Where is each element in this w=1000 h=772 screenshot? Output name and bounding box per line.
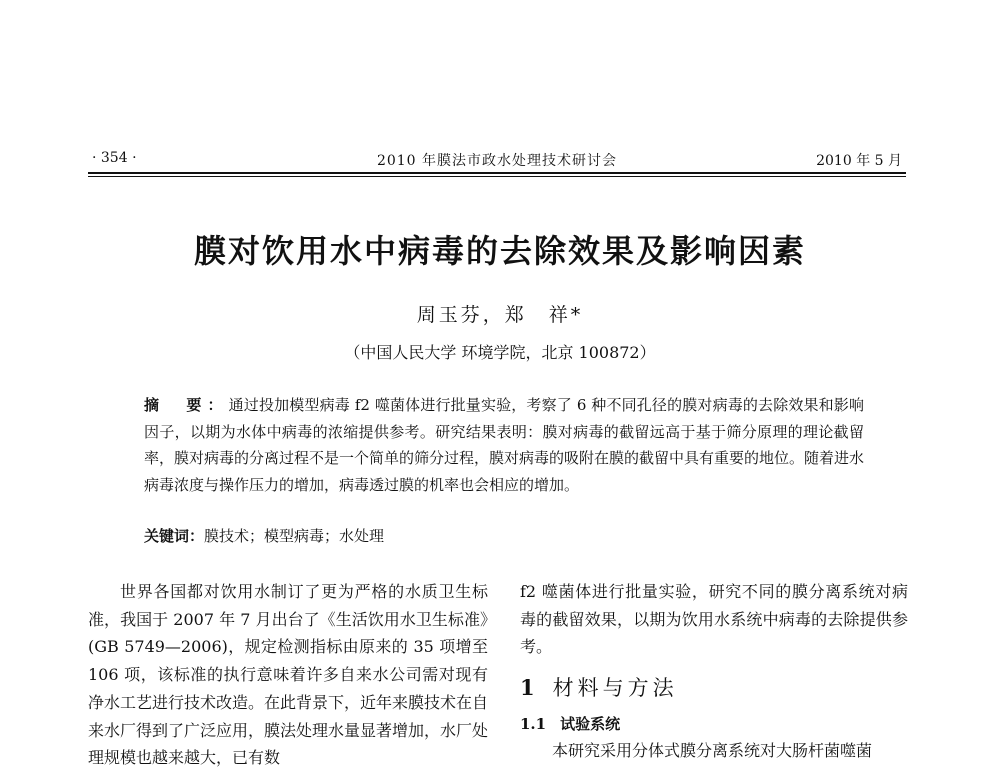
header-rule-thick — [88, 172, 906, 174]
keywords — [144, 525, 864, 546]
subsection-title: 试验系统 — [560, 715, 621, 733]
section-title: 材料与方法 — [552, 676, 678, 700]
subsection-number: 1.1 — [520, 715, 547, 733]
keywords-text: 膜技术；模型病毒；水处理 — [204, 527, 385, 545]
body-right-column: f2 噬菌体进行批量实验，研究不同的膜分离系统对病毒的截留效果，以期为饮用水系统中病毒的去除提供参考。 — [520, 582, 908, 657]
keywords-label: 关键词： — [144, 527, 205, 545]
body-left-column: 世界各国都对饮用水制订了更为严格的水质卫生标准，我国于 2007 年 7 月出台了《生活饮用水卫生标准》(GB 5749—2006)，规定检测指标由原来的 35 项增至 106 项，该标准的执行意味着许多自来水公司需对现有净水工艺进行技术改造。在此背景下，近年来膜技术在自来水厂得到了广泛应用，膜法处理水量显著增加，水厂处理规模也越来越大，已有数 — [88, 582, 489, 768]
abstract — [144, 392, 864, 498]
subsection-heading-1-1 — [520, 713, 620, 734]
affiliation: （中国人民大学 环境学院，北京 100872） — [344, 343, 656, 362]
running-header — [88, 150, 906, 172]
section-number: 1 — [520, 675, 535, 700]
authors: 周玉芬，郑 祥* — [416, 304, 584, 326]
issue-date: 2010 年 5 月 — [816, 153, 902, 169]
header-rule-thin — [88, 176, 906, 177]
conference-title: 2010 年膜法市政水处理技术研讨会 — [376, 153, 618, 169]
page-number: · 354 · — [92, 150, 137, 166]
paper-title: 膜对饮用水中病毒的去除效果及影响因素 — [193, 232, 806, 270]
subsection-text: 本研究采用分体式膜分离系统对大肠杆菌噬菌 — [552, 741, 873, 760]
abstract-text: 通过投加模型病毒 f2 噬菌体进行批量实验，考察了 6 种不同孔径的膜对病毒的去除效果和影响因子，以期为水体中病毒的浓缩提供参考。研究结果表明：膜对病毒的截留远高于基于筛分原理的理论截留率，膜对病毒的分离过程不是一个简单的筛分过程，膜对病毒的吸附在膜的截留中具有重要的地位。随着进水病毒浓度与操作压力的增加，病毒透过膜的机率也会相应的增加。 — [144, 396, 865, 494]
abstract-label: 摘 要： — [144, 396, 229, 414]
section-heading-1 — [520, 672, 678, 702]
